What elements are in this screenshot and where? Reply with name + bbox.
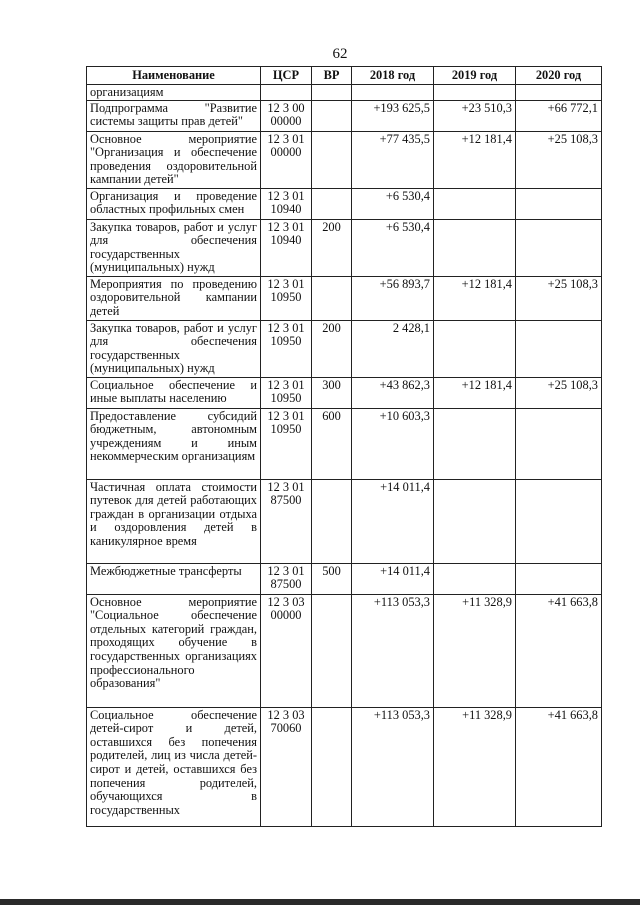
table-row bbox=[87, 276, 602, 320]
cell-2019 bbox=[434, 408, 516, 479]
cell-csr: 12 3 01 10950 bbox=[261, 377, 312, 408]
cell-name: Межбюджетные трансферты bbox=[87, 563, 261, 594]
table-row bbox=[87, 408, 602, 479]
cell-2018: +6 530,4 bbox=[352, 219, 434, 276]
cell-csr: 12 3 03 00000 bbox=[261, 594, 312, 707]
cell-csr: 12 3 00 00000 bbox=[261, 100, 312, 131]
table-row bbox=[87, 707, 602, 826]
cell-2018: +10 603,3 bbox=[352, 408, 434, 479]
cell-2018: +43 862,3 bbox=[352, 377, 434, 408]
cell-csr: 12 3 03 70060 bbox=[261, 707, 312, 826]
cell-2019 bbox=[434, 320, 516, 377]
cell-vr: 200 bbox=[312, 320, 352, 377]
table-row bbox=[87, 479, 602, 563]
table-row bbox=[87, 563, 602, 594]
cell-2020: +41 663,8 bbox=[516, 594, 602, 707]
cell-2020 bbox=[516, 84, 602, 100]
cell-2019 bbox=[434, 84, 516, 100]
cell-2020 bbox=[516, 320, 602, 377]
cell-csr: 12 3 01 10950 bbox=[261, 276, 312, 320]
cell-2018: +14 011,4 bbox=[352, 479, 434, 563]
cell-vr: 500 bbox=[312, 563, 352, 594]
cell-csr: 12 3 01 10950 bbox=[261, 408, 312, 479]
page-number: 62 bbox=[332, 46, 348, 62]
table-row bbox=[87, 100, 602, 131]
cell-2020 bbox=[516, 219, 602, 276]
cell-2019: +11 328,9 bbox=[434, 707, 516, 826]
cell-vr bbox=[312, 594, 352, 707]
cell-2020: +66 772,1 bbox=[516, 100, 602, 131]
cell-2018: +113 053,3 bbox=[352, 594, 434, 707]
cell-name: организациям bbox=[87, 84, 261, 100]
cell-csr: 12 3 01 87500 bbox=[261, 479, 312, 563]
cell-2020: +25 108,3 bbox=[516, 131, 602, 188]
cell-vr bbox=[312, 479, 352, 563]
cell-vr bbox=[312, 84, 352, 100]
cell-csr: 12 3 01 87500 bbox=[261, 563, 312, 594]
cell-name: Социальное обеспечение детей-сирот и детей, оставшихся без попечения родителей, лиц из числа детей-сирот и детей, оставшихся без попечения родителей, обучающихся в государственных bbox=[87, 707, 261, 826]
table-header-row bbox=[87, 67, 602, 85]
column-header-vr: ВР bbox=[312, 67, 352, 85]
column-header-name: Наименование bbox=[87, 67, 261, 85]
cell-vr bbox=[312, 276, 352, 320]
cell-2019: +12 181,4 bbox=[434, 377, 516, 408]
budget-table bbox=[86, 66, 602, 827]
column-header-2019: 2019 год bbox=[434, 67, 516, 85]
cell-2020: +25 108,3 bbox=[516, 276, 602, 320]
cell-name: Закупка товаров, работ и услуг для обеспечения государственных (муниципальных) нужд bbox=[87, 320, 261, 377]
table-row bbox=[87, 131, 602, 188]
cell-vr: 300 bbox=[312, 377, 352, 408]
table-row bbox=[87, 320, 602, 377]
cell-csr: 12 3 01 00000 bbox=[261, 131, 312, 188]
cell-2019: +11 328,9 bbox=[434, 594, 516, 707]
cell-2019 bbox=[434, 563, 516, 594]
cell-2018: +56 893,7 bbox=[352, 276, 434, 320]
cell-2020 bbox=[516, 408, 602, 479]
cell-vr bbox=[312, 707, 352, 826]
column-header-csr: ЦСР bbox=[261, 67, 312, 85]
cell-vr bbox=[312, 100, 352, 131]
cell-name: Частичная оплата стоимости путевок для детей работающих граждан в организации отдыха и оздоровления детей в каникулярное время bbox=[87, 479, 261, 563]
cell-vr: 200 bbox=[312, 219, 352, 276]
table-row bbox=[87, 377, 602, 408]
cell-vr bbox=[312, 188, 352, 219]
cell-csr: 12 3 01 10950 bbox=[261, 320, 312, 377]
cell-2019: +12 181,4 bbox=[434, 131, 516, 188]
cell-2018: +77 435,5 bbox=[352, 131, 434, 188]
column-header-2018: 2018 год bbox=[352, 67, 434, 85]
cell-2020 bbox=[516, 479, 602, 563]
cell-csr: 12 3 01 10940 bbox=[261, 219, 312, 276]
cell-name: Социальное обеспечение и иные выплаты населению bbox=[87, 377, 261, 408]
cell-2019 bbox=[434, 219, 516, 276]
scan-bottom-edge bbox=[0, 899, 640, 905]
cell-name: Основное мероприятие "Социальное обеспечение отдельных категорий граждан, проходящих обучение в государственных организациях профессионального образования" bbox=[87, 594, 261, 707]
cell-2018: +6 530,4 bbox=[352, 188, 434, 219]
table-row bbox=[87, 188, 602, 219]
cell-2020 bbox=[516, 563, 602, 594]
cell-2020: +41 663,8 bbox=[516, 707, 602, 826]
cell-2019: +23 510,3 bbox=[434, 100, 516, 131]
cell-2019: +12 181,4 bbox=[434, 276, 516, 320]
cell-2019 bbox=[434, 479, 516, 563]
cell-csr: 12 3 01 10940 bbox=[261, 188, 312, 219]
cell-csr bbox=[261, 84, 312, 100]
cell-vr bbox=[312, 131, 352, 188]
cell-2018: +113 053,3 bbox=[352, 707, 434, 826]
cell-2020: +25 108,3 bbox=[516, 377, 602, 408]
cell-2018 bbox=[352, 84, 434, 100]
cell-2020 bbox=[516, 188, 602, 219]
cell-2019 bbox=[434, 188, 516, 219]
cell-name: Основное мероприятие "Организация и обеспечение проведения оздоровительной кампании детей" bbox=[87, 131, 261, 188]
table-row bbox=[87, 84, 602, 100]
cell-2018: 2 428,1 bbox=[352, 320, 434, 377]
cell-2018: +193 625,5 bbox=[352, 100, 434, 131]
cell-name: Подпрограмма "Развитие системы защиты прав детей" bbox=[87, 100, 261, 131]
table-row bbox=[87, 219, 602, 276]
cell-vr: 600 bbox=[312, 408, 352, 479]
cell-name: Предоставление субсидий бюджетным, автономным учреждениям и иным некоммерческим организациям bbox=[87, 408, 261, 479]
cell-2018: +14 011,4 bbox=[352, 563, 434, 594]
cell-name: Организация и проведение областных профильных смен bbox=[87, 188, 261, 219]
column-header-2020: 2020 год bbox=[516, 67, 602, 85]
table-row bbox=[87, 594, 602, 707]
cell-name: Закупка товаров, работ и услуг для обеспечения государственных (муниципальных) нужд bbox=[87, 219, 261, 276]
cell-name: Мероприятия по проведению оздоровительной кампании детей bbox=[87, 276, 261, 320]
